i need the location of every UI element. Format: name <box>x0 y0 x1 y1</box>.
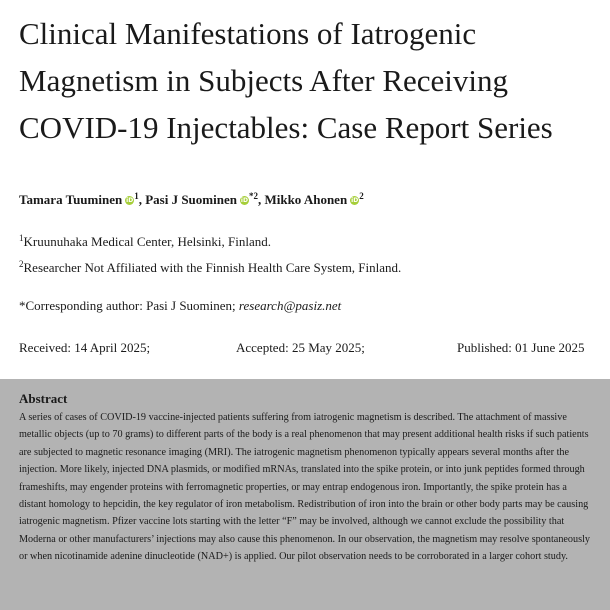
affiliation-text: Researcher Not Affiliated with the Finnish Health Care System, Finland. <box>23 260 402 275</box>
affiliation <box>19 260 401 276</box>
author-list <box>19 192 364 208</box>
author-name[interactable]: Tamara Tuuminen <box>19 192 123 207</box>
author-affiliation-marker: *2 <box>248 191 258 201</box>
published-date: Published: 01 June 2025 <box>457 340 585 355</box>
affiliation-marker: 2 <box>19 259 24 269</box>
accepted-date: Accepted: 25 May 2025; <box>236 340 365 355</box>
orcid-icon[interactable]: iD <box>126 197 134 204</box>
affiliation <box>19 234 271 250</box>
author-name[interactable]: Mikko Ahonen <box>264 192 348 207</box>
affiliation-marker: 1 <box>19 233 24 243</box>
corresponding-author-email[interactable]: research@pasiz.net <box>238 298 342 313</box>
abstract-heading: Abstract <box>19 391 68 406</box>
corresponding-author-label: *Corresponding author: Pasi J Suominen; <box>19 298 236 313</box>
abstract-body: A series of cases of COVID-19 vaccine-injected patients suffering from iatrogenic magnetism is described. The attachment of massive metallic objects (up to 70 grams) to different parts of the body is a real phenomenon that may present additional health risks if such patients are subjected to magnetic resonance imaging (MRI). The iatrogenic magnetism phenomenon typically appears several months after the injection. More likely, injected DNA plasmids, or modified mRNAs, translated into the spike protein, or into junk peptides formed through frameshifts, may engender proteins with ferromagnetic properties, or may entrap endogenous iron. Importantly, the spike protein has a distant homology to hepcidin, the key regulator of iron metabolism. Redistribution of iron into the brain or other body parts may be causing iatrogenic magnetism. Pfizer vaccine lots starting with the letter “F” may be involved, although we cannot exclude the possibility that Moderna or other manufacturers’ injections may also cause this phenomenon. In our observation, the magnetism may resolve spontaneously or when nicotinamide adenine dinucleotide (NAD+) is applied. Our pilot observation needs to be corroborated in a larger cohort study. <box>19 412 591 563</box>
author-name[interactable]: Pasi J Suominen <box>145 192 237 207</box>
author-affiliation-marker: 2 <box>359 191 364 201</box>
corresponding-author <box>19 298 341 314</box>
author-affiliation-marker: 1 <box>134 191 139 201</box>
received-date: Received: 14 April 2025; <box>19 340 151 355</box>
affiliation-text: Kruunuhaka Medical Center, Helsinki, Finland. <box>23 234 272 249</box>
orcid-icon[interactable]: iD <box>351 197 359 204</box>
orcid-icon[interactable]: iD <box>240 197 248 204</box>
paper-title: Clinical Manifestations of Iatrogenic Magnetism in Subjects After Receiving COVID-19 Injectables: Case Report Series <box>19 16 553 145</box>
author-separator: , <box>138 192 142 207</box>
author-separator: , <box>257 192 262 207</box>
